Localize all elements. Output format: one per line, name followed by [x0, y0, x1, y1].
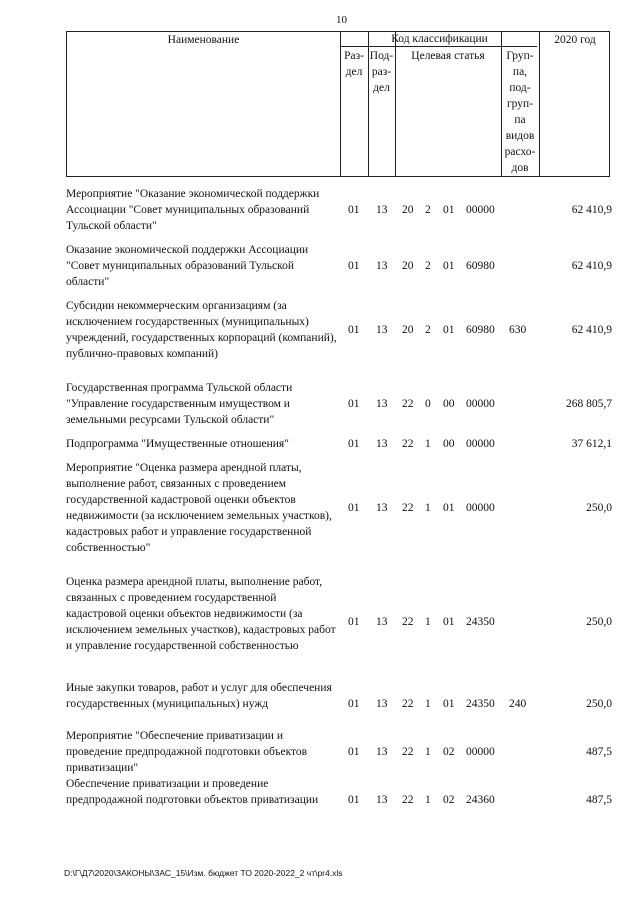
- row-art: 22: [402, 502, 414, 514]
- row-el: 02: [443, 794, 455, 806]
- row-el: 01: [443, 204, 455, 216]
- row-code: 60980: [466, 324, 495, 336]
- row-amount: 37 612,1: [571, 438, 612, 450]
- row-razdel: 01: [348, 616, 360, 628]
- row-el: 01: [443, 260, 455, 272]
- row-razdel: 01: [348, 204, 360, 216]
- row-razdel: 01: [348, 398, 360, 410]
- table-row: [66, 436, 626, 454]
- row-name: Субсидии некоммерческим организациям (за исключением государственных (муниципальных) учреждений, государственных корпораций (компаний), публично-правовых компаний): [66, 300, 337, 360]
- table-row: [66, 298, 626, 364]
- row-art: 22: [402, 794, 414, 806]
- row-name: Государственная программа Тульской области "Управление государственным имуществом и земельными ресурсами Тульской области": [66, 382, 293, 426]
- row-name: Мероприятие "Оценка размера арендной платы, выполнение работ, связанных с проведением государственной кадастровой оценки объектов недвижимости (за исключением земельных участков), кадастровых работ и управление государственной собственностью": [66, 462, 332, 554]
- row-razdel: 01: [348, 324, 360, 336]
- table-row: [66, 460, 626, 558]
- row-podrazdel: 13: [376, 794, 388, 806]
- row-sub: 1: [425, 502, 431, 514]
- row-sub: 1: [425, 616, 431, 628]
- row-name: Мероприятие "Оказание экономической поддержки Ассоциации "Совет муниципальных образований Тульской области": [66, 188, 320, 232]
- row-podrazdel: 13: [376, 260, 388, 272]
- row-art: 22: [402, 438, 414, 450]
- row-art: 22: [402, 398, 414, 410]
- table-row: [66, 242, 626, 292]
- row-el: 01: [443, 698, 455, 710]
- row-code: 60980: [466, 260, 495, 272]
- row-code: 00000: [466, 746, 495, 758]
- row-el: 01: [443, 616, 455, 628]
- row-code: 00000: [466, 438, 495, 450]
- row-sub: 2: [425, 204, 431, 216]
- row-amount: 250,0: [586, 698, 612, 710]
- row-code: 24350: [466, 698, 495, 710]
- row-el: 01: [443, 502, 455, 514]
- header-target: Целевая статья: [411, 50, 485, 62]
- row-podrazdel: 13: [376, 438, 388, 450]
- table-row: [66, 574, 626, 672]
- row-art: 22: [402, 616, 414, 628]
- row-name: Оказание экономической поддержки Ассоциации "Совет муниципальных образований Тульской области": [66, 244, 309, 288]
- table-row: [66, 728, 626, 778]
- row-name: Подпрограмма "Имущественные отношения": [66, 438, 289, 450]
- table-row: [66, 680, 626, 730]
- row-razdel: 01: [348, 502, 360, 514]
- row-amount: 487,5: [586, 794, 612, 806]
- row-art: 20: [402, 204, 414, 216]
- row-name: Обеспечение приватизации и проведение предпродажной подготовки объектов приватизации: [66, 778, 319, 806]
- row-razdel: 01: [348, 260, 360, 272]
- row-podrazdel: 13: [376, 398, 388, 410]
- row-amount: 487,5: [586, 746, 612, 758]
- row-sub: 2: [425, 324, 431, 336]
- row-podrazdel: 13: [376, 616, 388, 628]
- row-sub: 1: [425, 698, 431, 710]
- row-art: 22: [402, 698, 414, 710]
- header-podrazdel: Под- раз- дел: [369, 50, 394, 94]
- header-name: Наименование: [167, 34, 240, 46]
- row-el: 00: [443, 438, 455, 450]
- row-amount: 62 410,9: [571, 324, 612, 336]
- row-amount: 62 410,9: [571, 204, 612, 216]
- header-code-group: Код классификации: [391, 33, 488, 45]
- row-code: 00000: [466, 204, 495, 216]
- row-code: 24360: [466, 794, 495, 806]
- row-podrazdel: 13: [376, 502, 388, 514]
- row-sub: 1: [425, 794, 431, 806]
- row-code: 24350: [466, 616, 495, 628]
- page-number: 10: [336, 14, 347, 26]
- table-row: [66, 380, 626, 430]
- row-vid: 240: [509, 698, 527, 710]
- row-amount: 268 805,7: [566, 398, 612, 410]
- row-name: Оценка размера арендной платы, выполнение работ, связанных с проведением государственной кадастровой оценки объектов недвижимости (за исключением земельных участков), кадастровых работ и управление государственной собственностью: [66, 576, 336, 652]
- row-art: 20: [402, 260, 414, 272]
- row-code: 00000: [466, 502, 495, 514]
- row-sub: 2: [425, 260, 431, 272]
- row-podrazdel: 13: [376, 204, 388, 216]
- row-el: 02: [443, 746, 455, 758]
- row-amount: 250,0: [586, 616, 612, 628]
- header-razdel: Раз- дел: [344, 50, 364, 78]
- row-podrazdel: 13: [376, 698, 388, 710]
- row-name: Иные закупки товаров, работ и услуг для обеспечения государственных (муниципальных) нужд: [66, 682, 332, 710]
- row-art: 22: [402, 746, 414, 758]
- row-art: 20: [402, 324, 414, 336]
- row-razdel: 01: [348, 698, 360, 710]
- file-path-footer: D:\Г\Д7\2020\ЗАКОНЫ\ЗАС_15\Изм. бюджет ТО 2020-2022_2 чт\pr4.xls: [64, 868, 343, 878]
- row-sub: 1: [425, 746, 431, 758]
- row-name: Мероприятие "Обеспечение приватизации и проведение предпродажной подготовки объектов приватизации": [66, 730, 308, 774]
- row-amount: 62 410,9: [571, 260, 612, 272]
- table-row: [66, 776, 626, 826]
- row-razdel: 01: [348, 438, 360, 450]
- row-sub: 1: [425, 438, 431, 450]
- table-row: [66, 186, 626, 236]
- row-amount: 250,0: [586, 502, 612, 514]
- row-podrazdel: 13: [376, 324, 388, 336]
- row-podrazdel: 13: [376, 746, 388, 758]
- row-el: 00: [443, 398, 455, 410]
- header-year: 2020 год: [554, 34, 596, 46]
- row-razdel: 01: [348, 794, 360, 806]
- row-razdel: 01: [348, 746, 360, 758]
- header-vid: Груп- па, под- груп- па видов расхо- дов: [504, 50, 536, 174]
- row-el: 01: [443, 324, 455, 336]
- table-header: [66, 31, 610, 177]
- row-code: 00000: [466, 398, 495, 410]
- row-sub: 0: [425, 398, 431, 410]
- row-vid: 630: [509, 324, 527, 336]
